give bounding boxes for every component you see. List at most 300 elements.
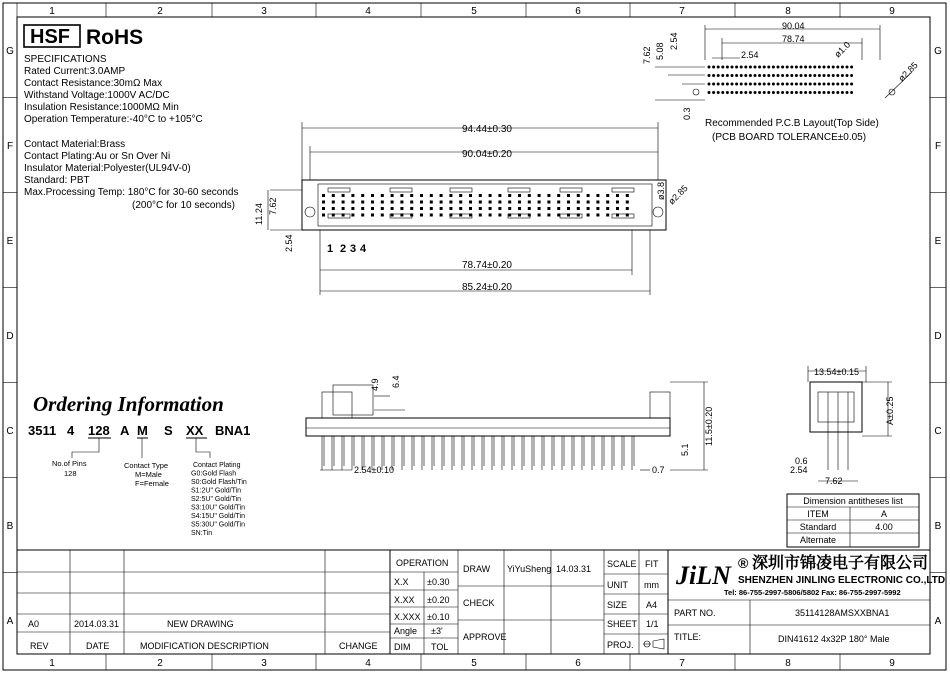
dim-row-pitch: 2.54 — [284, 234, 294, 252]
frame-row-label: F — [934, 141, 942, 152]
contact-pin — [508, 214, 511, 217]
contact-pin — [351, 214, 354, 217]
spec-line: Standard: PBT — [24, 175, 90, 186]
pcb-tolerance: (PCB BOARD TOLERANCE±0.05) — [712, 132, 867, 143]
contact-pin — [518, 207, 521, 210]
contact-pin — [322, 214, 325, 217]
pcb-hole — [813, 91, 816, 94]
frame-col-label: 7 — [679, 658, 685, 669]
latch-slot — [450, 188, 472, 192]
contact-pin — [528, 194, 531, 197]
contact-pin — [332, 194, 335, 197]
contact-pin — [391, 201, 394, 204]
pcb-hole — [813, 83, 816, 86]
contact-pin — [498, 201, 501, 204]
contact-pin — [381, 194, 384, 197]
pcb-hole — [767, 83, 770, 86]
pcb-dim-pitch: 2.54 — [741, 50, 759, 60]
contact-pin — [342, 201, 345, 204]
contact-pin — [498, 207, 501, 210]
dim-mount-spacing: 90.04±0.20 — [462, 149, 512, 160]
contact-pin — [410, 194, 413, 197]
frame-col-label: 7 — [679, 6, 685, 17]
pcb-hole — [754, 74, 757, 77]
pcb-hole — [832, 83, 835, 86]
frame-row-label: D — [6, 331, 14, 342]
latch-slot — [508, 188, 530, 192]
plating-option: S0:Gold Flash/Tin — [191, 479, 247, 486]
dimtable-title: Dimension antitheses list — [803, 496, 903, 506]
partno-value: 35114128AMSXXBNA1 — [795, 608, 890, 618]
pcb-hole — [735, 91, 738, 94]
pcb-hole — [735, 74, 738, 77]
contact-pin — [371, 207, 374, 210]
side-dim-5: 2.54±0.10 — [354, 465, 394, 475]
pcb-hole — [818, 74, 821, 77]
contact-pin — [381, 201, 384, 204]
dim-body-length: 85.24±0.20 — [462, 282, 512, 293]
frame-col-label: 3 — [261, 6, 267, 17]
plating-option: Contact Plating — [193, 462, 241, 469]
title-label: TITLE: — [674, 632, 702, 642]
frame-row-label: A — [934, 616, 942, 627]
dimtable-cell: 4.00 — [875, 522, 893, 532]
contact-pin — [518, 214, 521, 217]
contact-pin — [449, 201, 452, 204]
company-name-en: SHENZHEN JINLING ELECTRONIC CO.,LTD — [738, 575, 946, 586]
frame-col-label: 6 — [575, 658, 581, 669]
pcb-hole — [832, 66, 835, 69]
pcb-hole — [758, 66, 761, 69]
end-view — [790, 366, 895, 486]
mount-hole-right — [653, 207, 663, 217]
pcb-hole — [832, 74, 835, 77]
contact-pin — [322, 194, 325, 197]
unit-label: UNIT — [607, 580, 628, 590]
contact-pin — [322, 207, 325, 210]
pcb-hole — [777, 83, 780, 86]
contact-pin — [410, 201, 413, 204]
spec-line: (200°C for 10 seconds) — [132, 200, 235, 211]
spec-line: Contact Material:Brass — [24, 139, 126, 150]
contact-pin — [587, 194, 590, 197]
tol-key: Angle — [394, 626, 418, 636]
rev-header: DATE — [86, 641, 110, 651]
pcb-hole — [731, 83, 734, 86]
end-dim-rows: 7.62 — [825, 476, 843, 486]
contact-pin — [606, 214, 609, 217]
plating-options — [191, 462, 247, 537]
pcb-hole — [781, 74, 784, 77]
specifications — [24, 54, 238, 211]
latch-slot — [560, 188, 582, 192]
contact-pin — [400, 194, 403, 197]
contact-pin — [596, 207, 599, 210]
pcb-hole — [749, 66, 752, 69]
code-part: XX — [186, 423, 204, 438]
contact-pin — [528, 201, 531, 204]
pcb-hole — [786, 91, 789, 94]
contact-pin — [459, 201, 462, 204]
contact-pin — [420, 214, 423, 217]
rev-row: NEW DRAWING — [167, 619, 234, 629]
side-body — [306, 418, 670, 436]
pcb-hole — [717, 66, 720, 69]
pcb-hole — [795, 91, 798, 94]
contact-pin — [469, 201, 472, 204]
latch-slot — [612, 188, 634, 192]
contact-pin — [400, 214, 403, 217]
pin-number: 3 — [350, 243, 357, 255]
title-block — [17, 550, 945, 654]
dimtable-header: A — [880, 509, 888, 519]
contact-type: F=Female — [135, 479, 169, 488]
pcb-hole — [777, 74, 780, 77]
frame-row-label: A — [6, 616, 14, 627]
dim-pin-span: 78.74±0.20 — [462, 260, 512, 271]
pcb-hole — [781, 91, 784, 94]
plating-option: S5:30U" Gold/Tin — [191, 521, 245, 529]
pcb-hole — [721, 91, 724, 94]
pcb-hole — [749, 74, 752, 77]
contact-pin — [371, 214, 374, 217]
spec-line: Withstand Voltage:1000V AC/DC — [24, 90, 170, 101]
contact-pin — [498, 194, 501, 197]
contact-pin — [596, 214, 599, 217]
pcb-hole — [818, 66, 821, 69]
pcb-hole — [754, 66, 757, 69]
tol-value: ±0.20 — [427, 595, 450, 605]
pcb-hole — [717, 91, 720, 94]
pcb-hole-grid — [708, 66, 854, 95]
pcb-hole — [850, 91, 853, 94]
contact-pin — [322, 201, 325, 204]
side-dim-4: 5.1 — [680, 443, 690, 456]
pcb-hole — [767, 91, 770, 94]
pcb-hole — [823, 66, 826, 69]
dim-height: 11.24 — [254, 203, 264, 225]
pcb-hole — [800, 66, 803, 69]
unit-value: mm — [644, 580, 659, 590]
latch-slot — [390, 188, 412, 192]
frame-row-label: C — [6, 426, 14, 437]
contact-pin — [489, 207, 492, 210]
contact-pin — [547, 194, 550, 197]
contact-pin — [410, 207, 413, 210]
draw-label: DRAW — [463, 564, 491, 574]
dim-mount-hole2: ø2.85 — [666, 183, 690, 207]
pcb-hole — [721, 83, 724, 86]
pcb-hole — [758, 83, 761, 86]
pcb-hole — [804, 83, 807, 86]
tol-key: DIM — [394, 642, 411, 652]
frame-col-label: 1 — [49, 6, 55, 17]
contact-pin — [371, 201, 374, 204]
spec-heading: SPECIFICATIONS — [24, 54, 107, 65]
pcb-hole — [740, 83, 743, 86]
contact-pin — [391, 194, 394, 197]
pcb-hole — [800, 74, 803, 77]
spec-line: Insulation Resistance:1000MΩ Min — [24, 102, 179, 113]
pcb-hole — [813, 66, 816, 69]
contact-pin — [567, 207, 570, 210]
contact-pin — [342, 214, 345, 217]
pcb-dim-hole: ø1.0 — [832, 39, 853, 60]
pcb-hole — [740, 66, 743, 69]
pin-number: 4 — [360, 243, 367, 255]
proj-label: PROJ. — [607, 640, 634, 650]
contact-pin — [391, 214, 394, 217]
frame-row-label: G — [934, 46, 942, 57]
contact-pin — [528, 207, 531, 210]
dimtable-cell: Alternate — [799, 535, 837, 545]
contact-pin — [557, 201, 560, 204]
pcb-hole — [823, 74, 826, 77]
code-part: 4 — [67, 423, 75, 438]
pcb-hole — [712, 83, 715, 86]
side-dim-6: 0.7 — [652, 465, 665, 475]
contact-pin — [479, 201, 482, 204]
mount-hole-left — [305, 207, 315, 217]
pcb-hole — [846, 91, 849, 94]
contact-pin — [332, 207, 335, 210]
pcb-dim-pitch-span: 78.74 — [782, 34, 805, 44]
pcb-layout-view — [642, 21, 920, 143]
contact-pin — [538, 194, 541, 197]
contact-pin — [361, 214, 364, 217]
contact-pin — [420, 194, 423, 197]
pcb-hole — [726, 91, 729, 94]
frame-col-label: 5 — [471, 6, 477, 17]
tol-key: X.XX — [394, 595, 415, 605]
contact-pin — [577, 201, 580, 204]
contact-pin — [626, 214, 629, 217]
scale-label: SCALE — [607, 559, 637, 569]
pcb-hole — [772, 91, 775, 94]
tol-key: X.XXX — [394, 612, 421, 622]
pcb-hole — [800, 91, 803, 94]
company-contact: Tel: 86-755-2997-5806/5802 Fax: 86-755-2997-5992 — [724, 588, 901, 597]
pcb-hole — [795, 66, 798, 69]
latch-slot — [328, 214, 350, 218]
pcb-hole — [721, 74, 724, 77]
pcb-hole — [749, 91, 752, 94]
contact-pin — [557, 194, 560, 197]
spec-line: Contact Plating:Au or Sn Over Ni — [24, 151, 171, 162]
rev-header: REV — [30, 641, 49, 651]
dim-row-span: 7.62 — [268, 197, 278, 215]
pcb-hole — [772, 83, 775, 86]
frame-row-label: D — [934, 331, 942, 342]
frame-col-label: 8 — [785, 6, 791, 17]
spec-line: Insulator Material:Polyester(UL94V-0) — [24, 163, 191, 174]
pcb-hole — [717, 83, 720, 86]
pcb-hole — [846, 74, 849, 77]
contact-pin — [459, 214, 462, 217]
contact-pin — [577, 207, 580, 210]
tol-value: ±0.30 — [427, 577, 450, 587]
frame-col-label: 4 — [365, 658, 371, 669]
contact-pin — [606, 201, 609, 204]
pcb-hole — [758, 74, 761, 77]
code-part: 3511 — [28, 423, 57, 438]
contact-pin — [430, 207, 433, 210]
plating-option: S2:5U" Gold/Tin — [191, 496, 242, 503]
tol-value: ±0.10 — [427, 612, 450, 622]
spec-line: Contact Resistance:30mΩ Max — [24, 78, 163, 89]
contact-pin — [449, 214, 452, 217]
contact-pin — [557, 214, 560, 217]
end-dim-height: A±0.25 — [885, 396, 895, 425]
contact-pin — [449, 207, 452, 210]
rev-header: MODIFICATION DESCRIPTION — [140, 641, 269, 651]
pcb-hole — [800, 83, 803, 86]
pcb-hole — [708, 66, 711, 69]
contact-pin — [498, 214, 501, 217]
pcb-hole — [726, 66, 729, 69]
pcb-hole — [777, 91, 780, 94]
latch-slot — [328, 188, 350, 192]
ordering-information — [28, 392, 250, 537]
contact-pin — [518, 194, 521, 197]
contact-pin — [332, 201, 335, 204]
pcb-hole — [790, 91, 793, 94]
scale-value: FIT — [645, 559, 659, 569]
pcb-hole — [712, 91, 715, 94]
pcb-hole — [827, 83, 830, 86]
contact-pin — [596, 194, 599, 197]
pcb-hole — [731, 74, 734, 77]
contact-pin — [381, 214, 384, 217]
pcb-hole — [804, 74, 807, 77]
pcb-hole — [850, 83, 853, 86]
pcb-hole — [754, 83, 757, 86]
pcb-hole — [740, 74, 743, 77]
dimension-table — [787, 494, 919, 547]
projection-symbol-icon — [643, 639, 664, 649]
pcb-hole — [841, 66, 844, 69]
front-pin-grid — [322, 194, 629, 217]
side-dim-2: 6.4 — [391, 375, 401, 388]
pcb-hole — [708, 83, 711, 86]
pcb-hole — [809, 74, 812, 77]
plating-option: S4:15U" Gold/Tin — [191, 513, 245, 520]
pcb-hole — [744, 83, 747, 86]
front-view — [254, 122, 690, 295]
tol-value: TOL — [431, 642, 449, 652]
plating-option: SN:Tin — [191, 530, 213, 537]
pcb-hole — [786, 66, 789, 69]
contact-pin — [479, 194, 482, 197]
side-dim-1: 4.9 — [370, 378, 380, 391]
contact-pin — [440, 201, 443, 204]
pcb-hole — [809, 66, 812, 69]
pcb-hole — [836, 91, 839, 94]
code-part: S — [164, 423, 173, 438]
contact-pin — [538, 207, 541, 210]
pcb-hole — [813, 74, 816, 77]
pcb-hole — [836, 74, 839, 77]
plating-option: G0:Gold Flash — [191, 470, 237, 478]
frame-row-label: B — [6, 521, 14, 532]
contact-pin — [577, 214, 580, 217]
contact-pin — [410, 214, 413, 217]
jiln-logo: JiLN — [676, 561, 731, 590]
contact-pin — [420, 207, 423, 210]
pcb-hole — [836, 66, 839, 69]
contact-pin — [538, 201, 541, 204]
side-dim-3: 11.5±0.20 — [704, 406, 714, 446]
pcb-hole — [823, 91, 826, 94]
check-label: CHECK — [463, 598, 495, 608]
contact-pin — [626, 201, 629, 204]
contact-pin — [489, 201, 492, 204]
pcb-hole — [818, 91, 821, 94]
contact-pin — [528, 214, 531, 217]
contact-pin — [489, 194, 492, 197]
end-dim-pin: 0.6 — [795, 456, 808, 466]
pcb-hole — [790, 66, 793, 69]
pcb-hole — [786, 83, 789, 86]
pcb-hole — [781, 66, 784, 69]
contact-pin — [616, 201, 619, 204]
contact-pin — [567, 194, 570, 197]
contact-pin — [616, 194, 619, 197]
contact-pin — [440, 207, 443, 210]
dimtable-cell: Standard — [799, 522, 837, 532]
contact-pin — [351, 194, 354, 197]
company-name-cn: 深圳市锦凌电子有限公司 — [752, 555, 929, 572]
frame-col-label: 1 — [49, 658, 55, 669]
pcb-hole — [749, 83, 752, 86]
contact-pin — [616, 207, 619, 210]
pcb-hole — [740, 91, 743, 94]
contact-pin — [596, 201, 599, 204]
frame-col-label: 8 — [785, 658, 791, 669]
contact-pin — [606, 207, 609, 210]
contact-pin — [567, 201, 570, 204]
spec-line: Operation Temperature:-40°C to +105°C — [24, 114, 203, 125]
pcb-hole — [708, 74, 711, 77]
contact-pin — [587, 214, 590, 217]
size-value: A4 — [646, 600, 658, 610]
size-label: SIZE — [607, 600, 628, 610]
pcb-hole — [827, 74, 830, 77]
contact-pin — [479, 207, 482, 210]
contact-pin — [420, 201, 423, 204]
side-view — [306, 375, 714, 475]
pcb-hole — [790, 83, 793, 86]
ordering-title: Ordering Information — [33, 392, 224, 416]
contact-pin — [626, 207, 629, 210]
pcb-hole — [841, 83, 844, 86]
pcb-hole — [823, 83, 826, 86]
contact-pin — [508, 207, 511, 210]
contact-pin — [469, 194, 472, 197]
pcb-caption: Recommended P.C.B Layout(Top Side) — [705, 118, 879, 129]
pcb-hole — [712, 74, 715, 77]
contact-pin — [391, 207, 394, 210]
rev-row: A0 — [28, 619, 40, 629]
contact-pin — [332, 214, 335, 217]
pcb-hole — [731, 91, 734, 94]
frame-col-label: 9 — [889, 6, 895, 17]
contact-pin — [440, 194, 443, 197]
contact-pin — [430, 214, 433, 217]
pcb-hole — [754, 91, 757, 94]
hsf-logo: HSF — [30, 26, 70, 48]
frame-row-label: B — [934, 521, 942, 532]
